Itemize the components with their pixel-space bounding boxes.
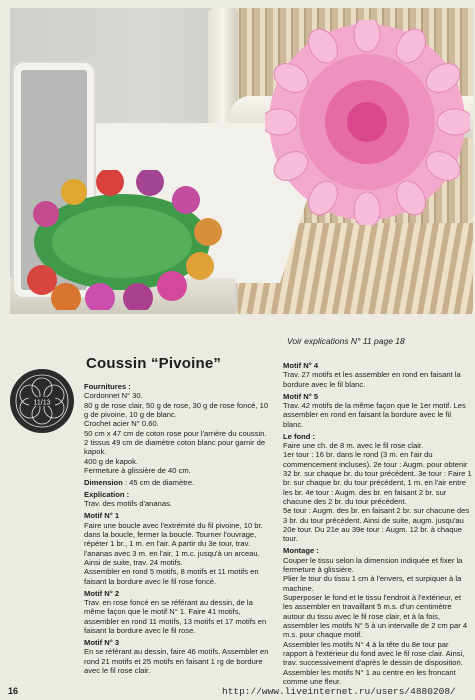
dimension-section (84, 478, 272, 487)
motif4-section (283, 361, 472, 389)
dimension-heading: Dimension (84, 478, 123, 488)
motif5-section (283, 392, 472, 429)
motif-emblem (9, 368, 75, 434)
montage-text: Couper le tissu selon la dimension indiquée et fixer la fermeture à glissière. Plier le tour du tissu 1 cm à l'envers, et surpiquer à la machine. Superposer le fond et le tissu l'endroit à l'extérieur, et les assembler en travaillant 5 m.s. d'un centimètre autour du tissu avec le fil rose clair, et à la fois, assembler les motifs N° 5 à un intervalle de 2 cm par 4 m.s. pour chaque motif. Assembler les motifs N° 4 à la tête du 8e tour par rapport à l'extérieur du fond avec le fil rose clair. Ainsi, trav. successivement d'après le dessin de disposition. Assembler les motifs N° 1 au centre en les froncant comme une fleur. (283, 555, 468, 687)
page-title: Coussin “Pivoine” (86, 355, 222, 372)
motif3-heading: Motif N° 3 (84, 637, 120, 647)
motif-emblem-number: 11/13 (33, 399, 51, 407)
page-number: 16 (8, 686, 19, 696)
fournitures-section (84, 382, 272, 475)
motif2-text: Trav. en rose foncé en se référant au dessin, de la même façon que le motif N° 1. Faire 41 motifs, assembler en rond 11 motifs, 13 motifs et 17 motifs en faisant la bordure avec le fil rose. (84, 597, 267, 635)
motif1-heading: Motif N° 1 (84, 511, 120, 521)
montage-heading: Montage : (283, 546, 319, 556)
fond-section (283, 432, 472, 544)
watermark-url: http://www.liveinternet.ru/users/4880208/ (222, 686, 456, 697)
motif5-text: Trav. 42 motifs de la même façon que le 1er motif. Les assembler en rond en faisant la bordure avec le fil blanc. (283, 400, 466, 429)
explication-reference: Voir explications N° 11 page 18 (287, 336, 405, 346)
explication-heading: Explication : (84, 489, 130, 499)
fond-heading: Le fond : (283, 431, 316, 441)
motif5-heading: Motif N° 5 (283, 391, 319, 401)
instructions-right-column (283, 361, 472, 689)
motif4-text: Trav. 27 motifs et les assembler en rond en faisant la bordure avec le fil blanc. (283, 370, 461, 389)
instructions-left-column (84, 382, 272, 678)
motif2-section (84, 589, 272, 636)
fournitures-heading: Fournitures : (84, 382, 131, 391)
motif1-text: Faire une boucle avec l'extrémité du fil pivoine, 10 br. dans la boucle, fermer la boucle. Tourner l'ouvrage, répéter 1 br., 1 m. en l'air. A partir du 3e tour, trav. l'ananas avec 3 m. en l'air, 1 m.c. jusqu'à un arceau. Ainsi de suite, trav. 24 motifs. Assembler en rond 5 motifs, 8 motifs et 11 motifs en faisant la bordure avec le fil rose foncé. (84, 520, 263, 586)
motif4-heading: Motif N° 4 (283, 361, 319, 370)
motif2-heading: Motif N° 2 (84, 588, 120, 598)
explication-text: Trav. des motifs d'ananas. (84, 499, 172, 509)
explication-section (84, 490, 272, 509)
fournitures-text: Cordonnet N° 30. 80 g de rose clair, 50 g de rose, 30 g de rose foncé, 10 g de pivoine, 10 g de blanc. Crochet acier N° 0.60. 50 cm x 47 cm de coton rose pour l'arrière du coussin. 2 tissus 49 cm de diamètre coton blanc pour garnir de kapok. 400 g de kapok. Fermeture à glissière de 40 cm. (84, 391, 269, 476)
montage-section (283, 546, 472, 686)
fond-text: Faire une ch. de 8 m. avec le fil rose clair. 1er tour : 16 br. dans le rond (3 m. en l'air du commencement incluses). 2e tour : Augm. pour obtenir 32 br. sur chaque br. du tour précédent. 3e tour : Faire 1 br. sur chaque br. du tour précédent, 1 m. en l'air entre les br. 4e tour : Augm. des br. en faisant 2 br. sur chacune des 2 br. du tour précédent. 5e tour : Augm. des br. en faisant 2 br. sur chacune des 3 br. du tour précédent. Ainsi de suite, augm. jusqu'au 20e tour. Du 21e au 39e tour : Augm. 12 br. à chaque tour. (283, 440, 472, 544)
dimension-text: : 45 cm de diamètre. (124, 478, 195, 488)
motif3-text: En se référant au dessin, faire 46 motifs. Assembler en rond 21 motifs et 25 motifs en faisant 1 rg de bordure avec le fil rose clair. (84, 647, 269, 675)
motif3-section (84, 638, 272, 675)
motif1-section (84, 511, 272, 586)
